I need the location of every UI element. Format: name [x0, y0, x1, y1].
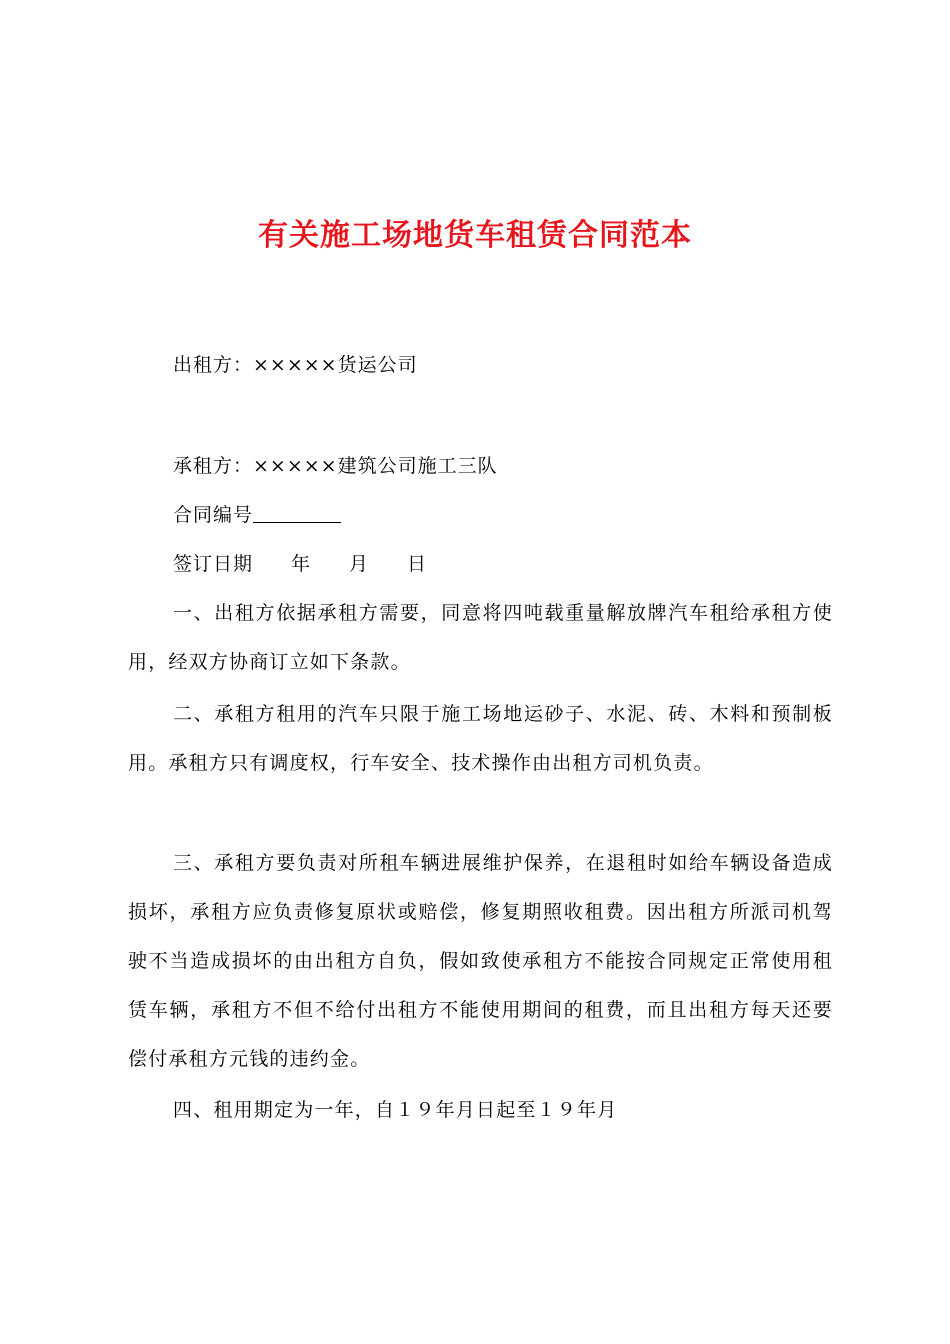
clause-4: 四、租用期定为一年，自１９年月日起至１９年月	[173, 1099, 618, 1121]
clause-3: 三、承租方要负责对所租车辆进展维护保养，在退租时如给车辆设备造成损坏，承租方应负责修复原状或赔偿，修复期照收租费。因出租方所派司机驾驶不当造成损坏的由出租方自负，假如致使承租方不能按合同规定正常使用租赁车辆，承租方不但不给付出租方不能使用期间的租费，而且出租方每天还要偿付承租方元钱的违约金。	[128, 852, 833, 1070]
sign-date-month: 月	[349, 553, 370, 575]
sign-date-label: 签订日期	[173, 553, 254, 575]
sign-date-line	[173, 550, 427, 578]
lessor-line: 出租方：×××××货运公司	[173, 354, 418, 376]
sign-date-year: 年	[291, 553, 312, 575]
contract-number-label: 合同编号	[173, 504, 254, 526]
sign-date-day: 日	[407, 553, 428, 575]
clause-1: 一、出租方依据承租方需要，同意将四吨载重量解放牌汽车租给承租方使用，经双方协商订立如下条款。	[128, 602, 833, 673]
page-title: 有关施工场地货车租赁合同范本	[258, 218, 692, 253]
contract-number-blank	[253, 502, 341, 523]
clause-2: 二、承租方租用的汽车只限于施工场地运砂子、水泥、砖、木料和预制板用。承租方只有调度权，行车安全、技术操作由出租方司机负责。	[128, 703, 833, 774]
contract-number-line	[173, 501, 341, 529]
lessee-line: 承租方：×××××建筑公司施工三队	[173, 455, 498, 477]
